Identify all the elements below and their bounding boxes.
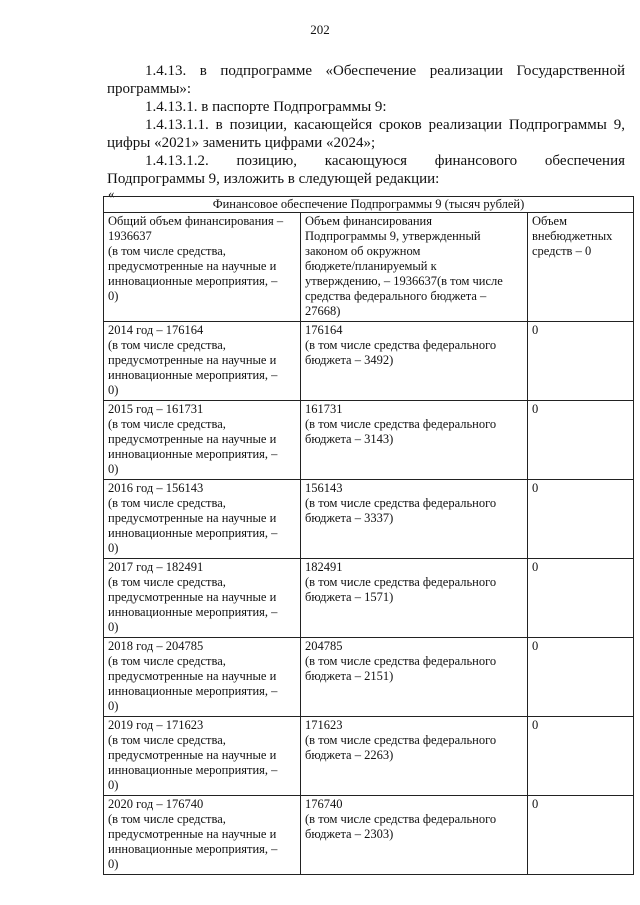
cell-line: внебюджетных xyxy=(532,229,613,243)
table-header-row xyxy=(104,213,634,322)
extra-budget-cell: 0 xyxy=(528,559,634,638)
cell-line: 2017 год – 182491 xyxy=(108,560,204,574)
table-row xyxy=(104,322,634,401)
year-total-cell xyxy=(104,717,301,796)
cell-line: (в том числе средства федерального xyxy=(305,575,497,589)
cell-line: предусмотренные на научные и xyxy=(108,748,277,762)
cell-line: бюджета – 2303) xyxy=(305,827,394,841)
cell-line: предусмотренные на научные и xyxy=(108,511,277,525)
table-row xyxy=(104,559,634,638)
cell-line: (в том числе средства федерального xyxy=(305,654,497,668)
paragraph-terms-line2: цифры «2021» заменить цифрами «2024»; xyxy=(107,135,376,151)
paragraph-subprogram-line2: программы»: xyxy=(107,81,192,97)
table-row xyxy=(104,717,634,796)
district-budget-cell xyxy=(301,559,528,638)
cell-line: 0) xyxy=(108,383,119,397)
table-row xyxy=(104,638,634,717)
paragraph-finance-line2: Подпрограммы 9, изложить в следующей редакции: xyxy=(107,171,440,187)
cell-line: 2018 год – 204785 xyxy=(108,639,204,653)
cell-line: бюджета – 1571) xyxy=(305,590,394,604)
cell-line: 176164 xyxy=(305,323,343,337)
year-total-cell xyxy=(104,638,301,717)
cell-line: инновационные мероприятия, – xyxy=(108,274,278,288)
district-budget-cell xyxy=(301,322,528,401)
table-row xyxy=(104,480,634,559)
cell-line: инновационные мероприятия, – xyxy=(108,684,278,698)
district-budget-cell xyxy=(301,796,528,875)
cell-line: 2014 год – 176164 xyxy=(108,323,204,337)
cell-line: (в том числе средства федерального xyxy=(305,417,497,431)
cell-line: (в том числе средства федерального xyxy=(305,496,497,510)
cell-line: 182491 xyxy=(305,560,343,574)
cell-line: бюджета – 3337) xyxy=(305,511,394,525)
table-row xyxy=(104,796,634,875)
financing-table xyxy=(103,196,634,875)
year-total-cell xyxy=(104,322,301,401)
cell-line: инновационные мероприятия, – xyxy=(108,763,278,777)
table-row xyxy=(104,401,634,480)
cell-line: (в том числе средства, xyxy=(108,575,226,589)
cell-line: инновационные мероприятия, – xyxy=(108,447,278,461)
cell-line: предусмотренные на научные и xyxy=(108,353,277,367)
paragraph-subprogram-line1: 1.4.13. в подпрограмме «Обеспечение реализации Государственной xyxy=(145,63,625,79)
cell-line: бюджета – 3143) xyxy=(305,432,394,446)
cell-line: (в том числе средства, xyxy=(108,417,226,431)
cell-line: (в том числе средства, xyxy=(108,338,226,352)
cell-line: 2020 год – 176740 xyxy=(108,797,204,811)
cell-line: (в том числе средства федерального xyxy=(305,733,497,747)
district-budget-cell xyxy=(301,480,528,559)
extra-budget-cell: 0 xyxy=(528,480,634,559)
cell-line: 0) xyxy=(108,462,119,476)
district-budget-cell xyxy=(301,401,528,480)
cell-line: бюджета – 3492) xyxy=(305,353,394,367)
cell-line: утверждению, – 1936637(в том числе xyxy=(305,274,503,288)
cell-line: законом об окружном xyxy=(305,244,421,258)
cell-line: (в том числе средства, xyxy=(108,244,226,258)
cell-line: Объем финансирования xyxy=(305,214,432,228)
year-total-cell xyxy=(104,480,301,559)
extra-budget-cell: 0 xyxy=(528,322,634,401)
cell-line: (в том числе средства, xyxy=(108,733,226,747)
paragraph-terms-line1: 1.4.13.1.1. в позиции, касающейся сроков реализации Подпрограммы 9, xyxy=(145,117,625,133)
paragraph-passport: 1.4.13.1. в паспорте Подпрограммы 9: xyxy=(145,99,387,115)
cell-line: инновационные мероприятия, – xyxy=(108,526,278,540)
extra-budget-cell: 0 xyxy=(528,401,634,480)
cell-line: 171623 xyxy=(305,718,343,732)
cell-line: инновационные мероприятия, – xyxy=(108,368,278,382)
cell-line: инновационные мероприятия, – xyxy=(108,605,278,619)
year-total-cell xyxy=(104,559,301,638)
cell-line: 0) xyxy=(108,857,119,871)
cell-line: 1936637 xyxy=(108,229,152,243)
cell-line: (в том числе средства, xyxy=(108,654,226,668)
cell-line: инновационные мероприятия, – xyxy=(108,842,278,856)
cell-line: 2019 год – 171623 xyxy=(108,718,204,732)
cell-line: 2015 год – 161731 xyxy=(108,402,204,416)
cell-line: (в том числе средства, xyxy=(108,496,226,510)
cell-line: Подпрограммы 9, утвержденный xyxy=(305,229,481,243)
cell-line: предусмотренные на научные и xyxy=(108,827,277,841)
cell-line: средства федерального бюджета – xyxy=(305,289,487,303)
header-extra-cell xyxy=(528,213,634,322)
district-budget-cell xyxy=(301,717,528,796)
cell-line: предусмотренные на научные и xyxy=(108,259,277,273)
cell-line: бюджете/планируемый к xyxy=(305,259,437,273)
cell-line: 0) xyxy=(108,620,119,634)
table-caption-row xyxy=(104,197,634,213)
extra-budget-cell: 0 xyxy=(528,717,634,796)
cell-line: 2016 год – 156143 xyxy=(108,481,204,495)
extra-budget-cell: 0 xyxy=(528,638,634,717)
cell-line: бюджета – 2151) xyxy=(305,669,394,683)
cell-line: предусмотренные на научные и xyxy=(108,432,277,446)
district-budget-cell xyxy=(301,638,528,717)
header-district-cell xyxy=(301,213,528,322)
opening-quote: « xyxy=(108,186,115,201)
table-caption: Финансовое обеспечение Подпрограммы 9 (тысяч рублей) xyxy=(104,197,634,213)
extra-budget-cell: 0 xyxy=(528,796,634,875)
cell-line: 156143 xyxy=(305,481,343,495)
cell-line: 27668) xyxy=(305,304,341,318)
page-number: 202 xyxy=(310,22,330,37)
cell-line: (в том числе средства федерального xyxy=(305,812,497,826)
cell-line: предусмотренные на научные и xyxy=(108,669,277,683)
cell-line: 0) xyxy=(108,289,119,303)
cell-line: бюджета – 2263) xyxy=(305,748,394,762)
cell-line: Объем xyxy=(532,214,567,228)
header-total-cell xyxy=(104,213,301,322)
cell-line: 0) xyxy=(108,699,119,713)
cell-line: 161731 xyxy=(305,402,343,416)
cell-line: (в том числе средства федерального xyxy=(305,338,497,352)
cell-line: 0) xyxy=(108,778,119,792)
cell-line: 0) xyxy=(108,541,119,555)
cell-line: средств – 0 xyxy=(532,244,592,258)
paragraph-finance-line1: 1.4.13.1.2. позицию, касающуюся финансового обеспечения xyxy=(145,153,625,169)
year-total-cell xyxy=(104,796,301,875)
cell-line: (в том числе средства, xyxy=(108,812,226,826)
year-total-cell xyxy=(104,401,301,480)
cell-line: Общий объем финансирования – xyxy=(108,214,284,228)
cell-line: 204785 xyxy=(305,639,343,653)
cell-line: предусмотренные на научные и xyxy=(108,590,277,604)
cell-line: 176740 xyxy=(305,797,343,811)
